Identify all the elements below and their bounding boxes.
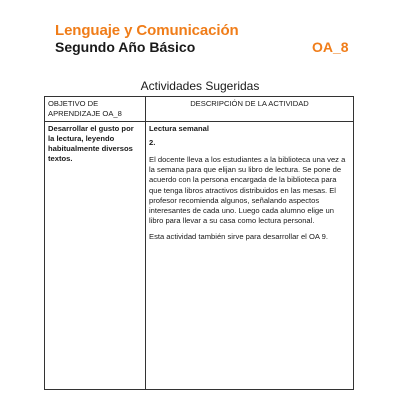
objective-column-header: OBJETIVO DE APRENDIZAJE OA_8 xyxy=(45,97,146,122)
subject-title: Lenguaje y Comunicación xyxy=(55,22,239,39)
table-row xyxy=(45,122,354,390)
objective-cell xyxy=(45,122,146,390)
oa-code: OA_8 xyxy=(312,39,349,55)
description-column-header: DESCRIPCIÓN DE LA ACTIVIDAD xyxy=(146,97,354,122)
activity-table xyxy=(44,96,354,390)
activity-note: Esta actividad también sirve para desarrollar el OA 9. xyxy=(149,232,328,242)
activity-number: 2. xyxy=(149,138,156,147)
activity-title: Lectura semanal xyxy=(149,124,209,133)
table-header-row xyxy=(45,97,354,122)
grade-title: Segundo Año Básico xyxy=(55,39,196,55)
activity-text: El docente lleva a los estudiantes a la biblioteca una vez a la semana para que elijan su libro de lectura. Se pone de acuerdo con la persona encargada de la biblioteca para que tenga libros atractivos distribuidos en las mesas. El profesor recomienda algunos, señalando aspectos interesantes de cada uno. Luego cada alumno elige un libro para llevar a su casa como lectura personal. xyxy=(149,155,346,226)
section-title: Actividades Sugeridas xyxy=(140,79,260,93)
objective-text: Desarrollar el gusto por la lectura, leyendo habitualmente diversos textos. xyxy=(48,124,134,163)
description-cell xyxy=(146,122,354,390)
